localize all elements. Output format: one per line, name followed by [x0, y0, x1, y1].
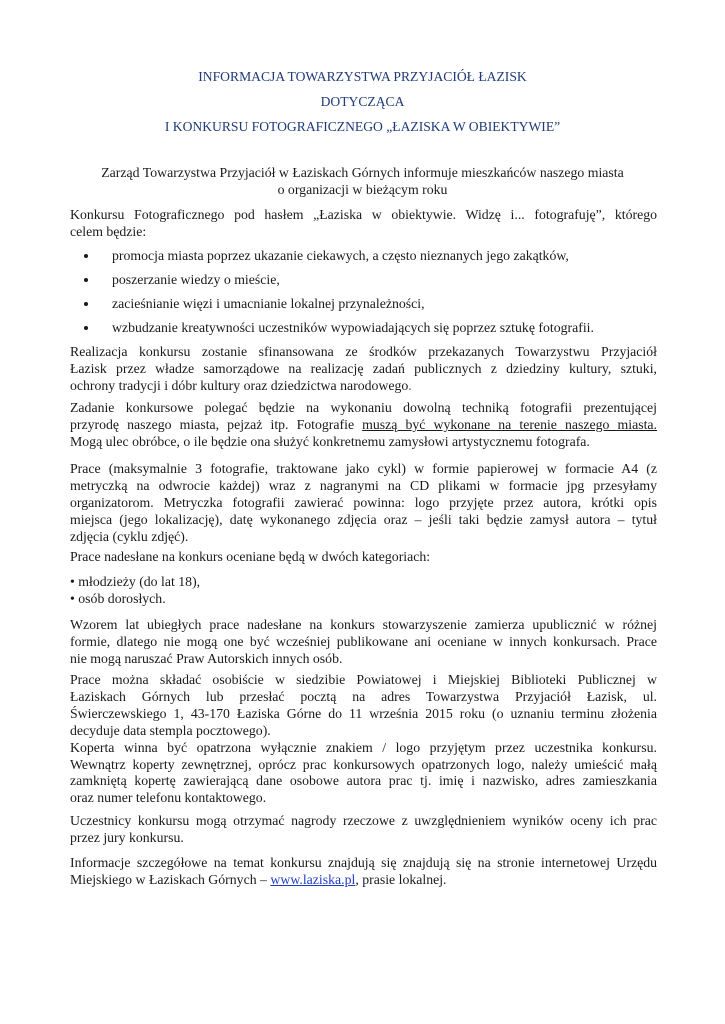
- submission-line-7: zamkniętą kopertę zawierającą dane osobowe autora prac tj. imię i nazwisko, adres zamieszkania: [70, 773, 657, 789]
- goal-text: zacieśnianie więzi i umacnianie lokalnej przynależności,: [112, 296, 425, 311]
- bullet-icon: [84, 326, 88, 330]
- submission-line-1: Prace można składać osobiście w siedzibie Powiatowej i Miejskiej Biblioteki Publicznej w: [70, 672, 657, 687]
- prizes-paragraph: [70, 813, 657, 847]
- bullet-icon: [84, 278, 88, 282]
- works-line-4: miejsca (jego lokalizację), datę wykonanego zdjęcia oraz – jeśli taki będzie zamysł autora – tytuł: [70, 511, 657, 527]
- publication-line-3: nie mogą naruszać Praw Autorskich innych osób.: [70, 650, 343, 666]
- intro-line-2: o organizacji w bieżącym roku: [277, 182, 448, 197]
- categories-intro: Prace nadesłane na konkurs oceniane będą w dwóch kategoriach:: [70, 549, 431, 564]
- goal-text: wzbudzanie kreatywności uczestników wypowiadających się poprzez sztukę fotografii.: [112, 320, 594, 335]
- category-item-adults: • osób dorosłych.: [70, 590, 166, 606]
- funding-line-3-text: ochrony tradycji i dóbr kultury oraz dziedzictwa narodowego: [70, 377, 409, 393]
- funding-line-3-end: .: [408, 377, 412, 393]
- works-line-1: Prace (maksymalnie 3 fotografie, traktowane jako cykl) w formie papierowej w formacie A4 (z: [70, 461, 657, 476]
- category-item-youth: • młodzieży (do lat 18),: [70, 574, 201, 589]
- funding-line-2: Łazisk przez władze samorządowe na realizację zadań publicznych z dziedziny kultury, sztuki,: [70, 360, 657, 376]
- task-line-2-start: przyrodę naszego miasta, pejzaż itp. Fotografie: [70, 416, 363, 432]
- title-line-2: DOTYCZĄCA: [320, 94, 405, 109]
- submission-line-3: Świerczewskiego 1, 43-170 Łaziska Górne do 11 września 2015 roku (o uznaniu terminu złożenia: [70, 705, 657, 721]
- task-line-3: Mogą ulec obróbce, o ile będzie ona służyć konkretnemu zamysłowi artystycznemu fotografa.: [70, 433, 590, 449]
- works-paragraph: [70, 461, 657, 546]
- info-line-1: Informacje szczegółowe na temat konkursu znajdują się znajdują się na stronie internetowej Urzędu: [70, 855, 657, 870]
- intro-line-1: Zarząd Towarzystwa Przyjaciół w Łaziskach Górnych informuje mieszkańców naszego miasta: [101, 165, 624, 180]
- works-line-5: zdjęcia (cyklu zdjęć).: [70, 528, 189, 544]
- bullet-icon: [84, 302, 88, 306]
- works-line-2: metryczką na odwrocie każdej) wraz z nagranymi na CD plikami w formacie jpg przesyłamy: [70, 477, 657, 493]
- submission-line-4: decyduje data stempla pocztowego).: [70, 722, 271, 738]
- submission-paragraph: [70, 672, 657, 807]
- submission-line-2: Łaziskach Górnych lub przesłać pocztą na adres Towarzystwa Przyjaciół Łazisk, ul.: [70, 688, 657, 704]
- info-line-2-end: , prasie lokalnej.: [355, 871, 447, 887]
- publication-line-2: formie, dlatego nie mogą one być wcześniej publikowane ani oceniane w innych konkursach. Prace: [70, 633, 657, 649]
- funding-paragraph: [70, 344, 657, 395]
- goal-text: poszerzanie wiedzy o mieście,: [112, 272, 280, 287]
- publication-paragraph: [70, 617, 657, 668]
- website-link[interactable]: www.laziska.pl: [270, 871, 356, 887]
- task-paragraph: [70, 400, 657, 451]
- contest-line-1: Konkursu Fotograficznego pod hasłem „Łaziska w obiektywie. Widzę i... fotografuję”, którego: [70, 207, 657, 222]
- works-line-3: organizatorom. Metryczka fotografii zawierać powinna: logo przyjęte przez autora, krótki opis: [70, 494, 657, 510]
- funding-line-1: Realizacja konkursu zostanie sfinansowana ze środków przekazanych Towarzystwu Przyjaciół: [70, 344, 657, 359]
- submission-line-8: oraz numer telefonu kontaktowego.: [70, 790, 267, 806]
- info-line-2-start: Miejskiego w Łaziskach Górnych –: [70, 871, 271, 887]
- contest-line-2: celem będzie:: [70, 223, 147, 239]
- contest-paragraph: [70, 207, 657, 241]
- bullet-icon: [84, 254, 88, 258]
- categories-list: [70, 574, 657, 608]
- task-line-2-underlined: muszą być wykonane na terenie naszego miasta.: [362, 416, 657, 432]
- publication-line-1: Wzorem lat ubiegłych prace nadesłane na konkurs stowarzyszenie zamierza upublicznić w różnej: [70, 617, 657, 632]
- prizes-line-2: przez jury konkursu.: [70, 829, 184, 845]
- prizes-line-1: Uczestnicy konkursu mogą otrzymać nagrody rzeczowe z uwzględnieniem wyników oceny ich prac: [70, 813, 657, 828]
- submission-line-6: Wewnątrz koperty zewnętrznej, oprócz prac konkursowych opatrzonych logo, należy umieścić małą: [70, 756, 657, 772]
- submission-line-5: Koperta winna być opatrzona wyłącznie znakiem / logo przyjętym przez uczestnika konkursu.: [70, 739, 657, 755]
- title-line-1: INFORMACJA TOWARZYSTWA PRZYJACIÓŁ ŁAZISK: [198, 69, 527, 84]
- task-line-1: Zadanie konkursowe polegać będzie na wykonaniu dowolną techniką fotografii prezentującej: [70, 400, 657, 415]
- funding-line-3: [70, 378, 657, 395]
- info-line-2: [70, 872, 657, 889]
- info-paragraph: [70, 855, 657, 889]
- task-line-2: [70, 417, 657, 434]
- title-line-3: I KONKURSU FOTOGRAFICZNEGO „ŁAZISKA W OBIEKTYWIE”: [164, 119, 561, 134]
- goal-text: promocja miasta poprzez ukazanie ciekawych, a często nieznanych jego zakątków,: [112, 248, 569, 263]
